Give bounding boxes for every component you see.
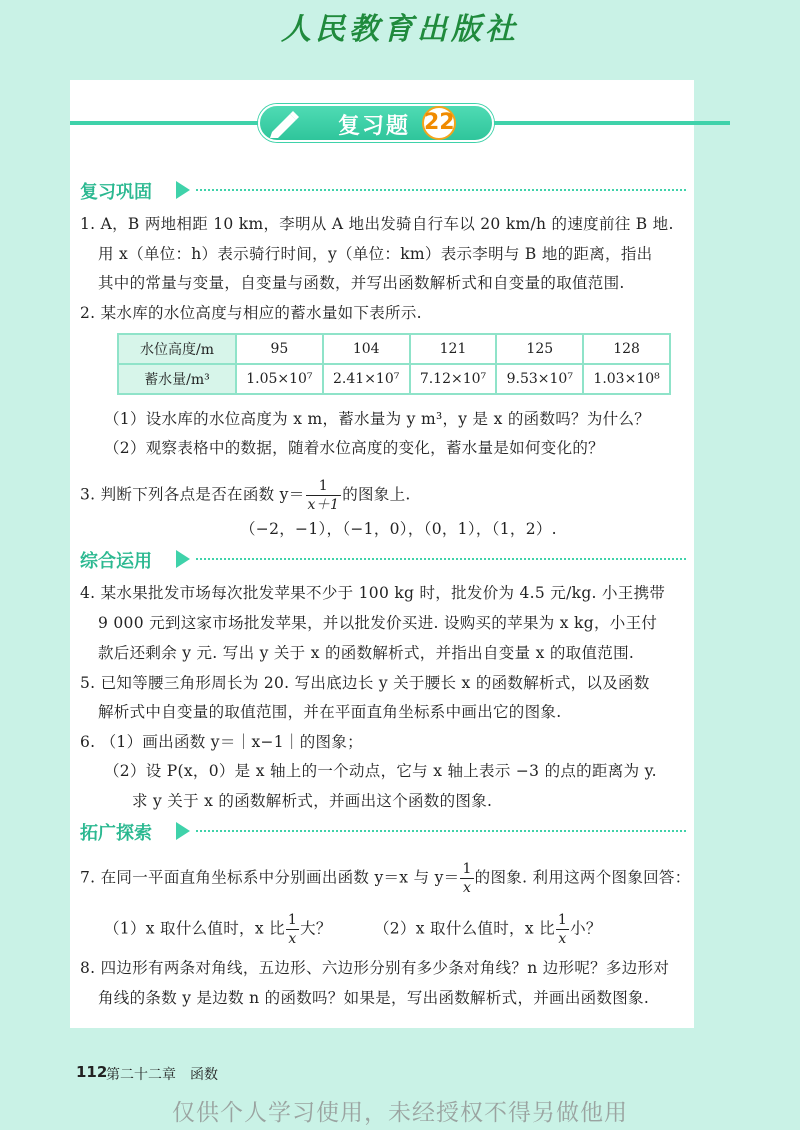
fraction [460,862,473,895]
fraction-numerator: 1 [287,912,298,928]
problem-7-q2-text-end: 小？ [570,919,602,938]
section-label: 复习巩固 [80,182,152,203]
table-cell: 125 [496,334,583,364]
table-cell: 1.03×10⁸ [583,364,670,394]
problem-3-text: 3. 判断下列各点是否在函数 y＝ [80,485,305,504]
watermark: 仅供个人学习使用，未经授权不得另做他用 [172,1100,628,1126]
page-title: 复习题 [338,114,411,139]
table-header-cell: 蓄水量/m³ [118,364,236,394]
problem-7 [80,862,691,895]
table-cell: 121 [410,334,497,364]
table-cell: 104 [323,334,410,364]
problem-6-q2-line-2: 求 y 关于 x 的函数解析式，并画出这个函数的图象. [132,792,493,810]
problem-6-q1: 6. （1）画出函数 y＝｜x−1｜的图象； [80,733,363,751]
table-cell: 2.41×10⁷ [323,364,410,394]
fraction-denominator: x [558,931,567,947]
problem-2-q1: （1）设水库的水位高度为 x m，蓄水量为 y m³，y 是 x 的函数吗？为什么？ [104,410,651,428]
problem-7-q1 [104,913,332,946]
water-table [117,333,671,395]
problem-6-q2-line-1: （2）设 P(x，0）是 x 轴上的一个动点，它与 x 轴上表示 −3 的点的距离为 y. [104,762,657,780]
dotted-rule [196,558,686,560]
problem-8-line-1: 8. 四边形有两条对角线，五边形、六边形分别有多少条对角线？n 边形呢？多边形对 [80,959,670,977]
publisher-logo: 人民教育出版社 [281,12,519,47]
table-header-cell: 水位高度/m [118,334,236,364]
problem-1-line-1: 1. A，B 两地相距 10 km，李明从 A 地出发骑自行车以 20 km/h 的速度前往 B 地. [80,215,674,233]
fraction [286,913,299,946]
problem-4-line-3: 款后还剩余 y 元. 写出 y 关于 x 的函数解析式，并指出自变量 x 的取值范围. [98,644,635,662]
section-heading-apply [80,547,152,571]
problem-3-text-end: 的图象上. [342,485,411,504]
table-cell: 9.53×10⁷ [496,364,583,394]
page-number: 112 [76,1063,108,1081]
fraction-denominator: x [288,931,297,947]
section-label: 拓广探索 [80,823,152,844]
problem-7-q1-text: （1）x 取什么值时，x 比 [104,919,285,938]
fraction-numerator: 1 [462,861,472,877]
problem-7-text-end: 的图象. 利用这两个图象回答： [474,868,691,887]
table-cell: 1.05×10⁷ [236,364,323,394]
chapter-footer: 第二十二章 函数 [106,1067,218,1083]
problem-7-text: 7. 在同一平面直角坐标系中分别画出函数 y＝x 与 y＝ [80,868,460,887]
triangle-icon [176,822,190,840]
chapter-number-badge: 22 [422,106,456,140]
fraction [556,913,569,946]
problem-2: 2. 某水库的水位高度与相应的蓄水量如下表所示. [80,304,422,322]
table-row [118,334,670,364]
problem-7-q2 [374,913,602,946]
pencil-icon [268,108,302,138]
fraction [306,479,342,512]
problem-1-line-3: 其中的常量与变量，自变量与函数，并写出函数解析式和自变量的取值范围. [98,274,625,292]
dotted-rule [196,189,686,191]
fraction-denominator: x＋1 [307,497,340,513]
triangle-icon [176,550,190,568]
problem-4-line-2: 9 000 元到这家市场批发苹果，并以批发价买进. 设购买的苹果为 x kg，小王付 [98,614,658,632]
problem-1-line-2: 用 x（单位：h）表示骑行时间，y（单位：km）表示李明与 B 地的距离，指出 [98,245,653,263]
table-cell: 95 [236,334,323,364]
problem-4-line-1: 4. 某水果批发市场每次批发苹果不少于 100 kg 时，批发价为 4.5 元/kg. 小王携带 [80,584,666,602]
fraction-denominator: x [462,880,472,896]
section-heading-review [80,178,152,202]
table-row [118,364,670,394]
problem-3-points: （−2，−1），（−1，0），（0，1），（1，2）. [240,520,557,538]
section-heading-explore [80,819,152,843]
section-label: 综合运用 [80,551,152,572]
problem-7-q1-text-end: 大？ [300,919,332,938]
table-cell: 7.12×10⁷ [410,364,497,394]
table-cell: 128 [583,334,670,364]
problem-5-line-2: 解析式中自变量的取值范围，并在平面直角坐标系中画出它的图象. [98,703,562,721]
problem-7-q2-text: （2）x 取什么值时，x 比 [374,919,555,938]
fraction-numerator: 1 [557,912,568,928]
dotted-rule [196,830,686,832]
problem-2-q2: （2）观察表格中的数据，随着水位高度的变化，蓄水量是如何变化的？ [104,439,604,457]
problem-3 [80,479,411,512]
problem-5-line-1: 5. 已知等腰三角形周长为 20. 写出底边长 y 关于腰长 x 的函数解析式，以及函数 [80,674,650,692]
problem-8-line-2: 角线的条数 y 是边数 n 的函数吗？如果是，写出函数解析式，并画出函数图象. [98,989,650,1007]
fraction-numerator: 1 [306,479,342,496]
triangle-icon [176,181,190,199]
